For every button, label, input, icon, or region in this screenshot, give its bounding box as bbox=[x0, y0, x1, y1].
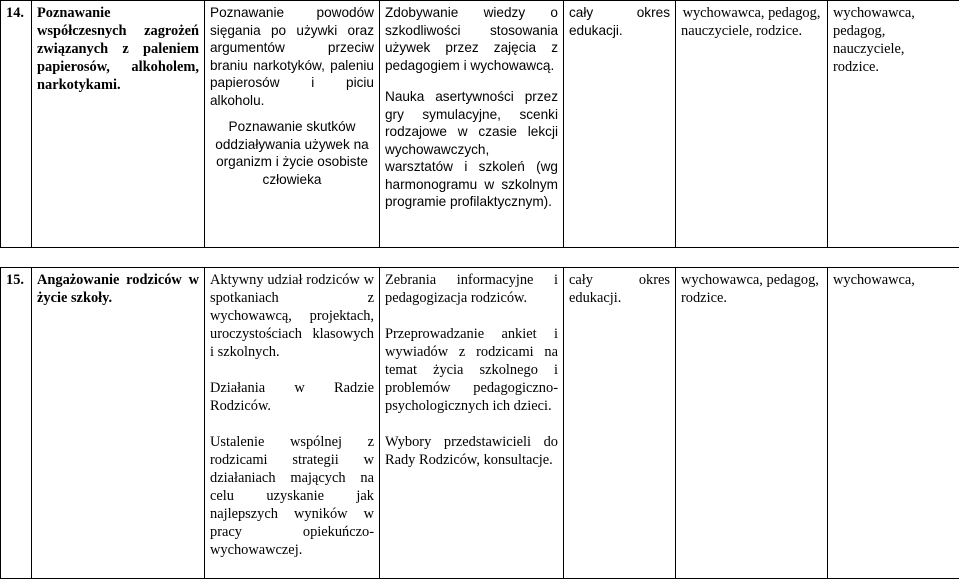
table-row-15 bbox=[0, 267, 959, 579]
table-row-14 bbox=[0, 0, 959, 248]
time-cell bbox=[564, 1, 676, 248]
methods-cell bbox=[380, 268, 564, 579]
time-cell bbox=[564, 268, 676, 579]
method-paragraph: Przeprowadzanie ankiet i wywiadów z rodzicami na temat życia szkolnego i problemów pedagogiczno-psychologicznych ich dzieci. bbox=[385, 325, 558, 415]
time-text: cały okres edukacji. bbox=[569, 271, 670, 307]
method-paragraph: Wybory przedstawicieli do Rady Rodziców, konsultacje. bbox=[385, 433, 558, 469]
topic-cell bbox=[32, 1, 205, 248]
topic-text: Poznawanie współczesnych zagrożeń związanych z paleniem papierosów, alkoholem, narkotykami. bbox=[37, 4, 199, 94]
methods-cell bbox=[380, 1, 564, 248]
topic-text: Angażowanie rodziców w życie szkoły. bbox=[37, 271, 199, 307]
responsible-cell bbox=[676, 1, 828, 248]
partners-text: wychowawca, pedagog, nauczyciele, rodzice. bbox=[833, 4, 954, 76]
row-number: 15. bbox=[1, 268, 32, 579]
method-paragraph: Zebrania informacyjne i pedagogizacja rodziców. bbox=[385, 271, 558, 307]
action-paragraph: Aktywny udział rodziców w spotkaniach z wychowawcą, projektach, uroczystościach klasowych i szkolnych. bbox=[210, 271, 374, 361]
topic-cell bbox=[32, 268, 205, 579]
actions-cell bbox=[205, 268, 380, 579]
responsible-text: wychowawca, pedagog, rodzice. bbox=[681, 271, 822, 307]
row-number: 14. bbox=[1, 1, 32, 248]
partners-text: wychowawca, bbox=[833, 271, 954, 289]
time-text: cały okres edukacji. bbox=[569, 4, 670, 39]
action-paragraph: Działania w Radzie Rodziców. bbox=[210, 379, 374, 415]
action-paragraph: Ustalenie wspólnej z rodzicami strategii w działaniach mających na celu uzyskanie jak najlepszych wyników w pracy opiekuńczo-wychowawczej. bbox=[210, 433, 374, 559]
partners-cell bbox=[828, 268, 959, 579]
action-paragraph: Poznawanie powodów sięgania po używki oraz argumentów przeciw braniu narkotyków, paleniu papierosów i piciu alkoholu. bbox=[210, 4, 374, 109]
responsible-cell bbox=[676, 268, 828, 579]
action-paragraph: Poznawanie skutków oddziaływania używek na organizm i życie osobiste człowieka bbox=[210, 118, 374, 188]
method-paragraph: Zdobywanie wiedzy o szkodliwości stosowania używek przez zajęcia z pedagogiem i wychowawcą. bbox=[385, 4, 558, 74]
method-paragraph: Nauka asertywności przez gry symulacyjne, scenki rodzajowe w czasie lekcji wychowawczych, warsztatów i szkoleń (wg harmonogramu w szkolnym programie profilaktycznym). bbox=[385, 88, 558, 211]
actions-cell bbox=[205, 1, 380, 248]
responsible-text: wychowawca, pedagog, nauczyciele, rodzice. bbox=[681, 4, 822, 40]
partners-cell bbox=[828, 1, 959, 248]
